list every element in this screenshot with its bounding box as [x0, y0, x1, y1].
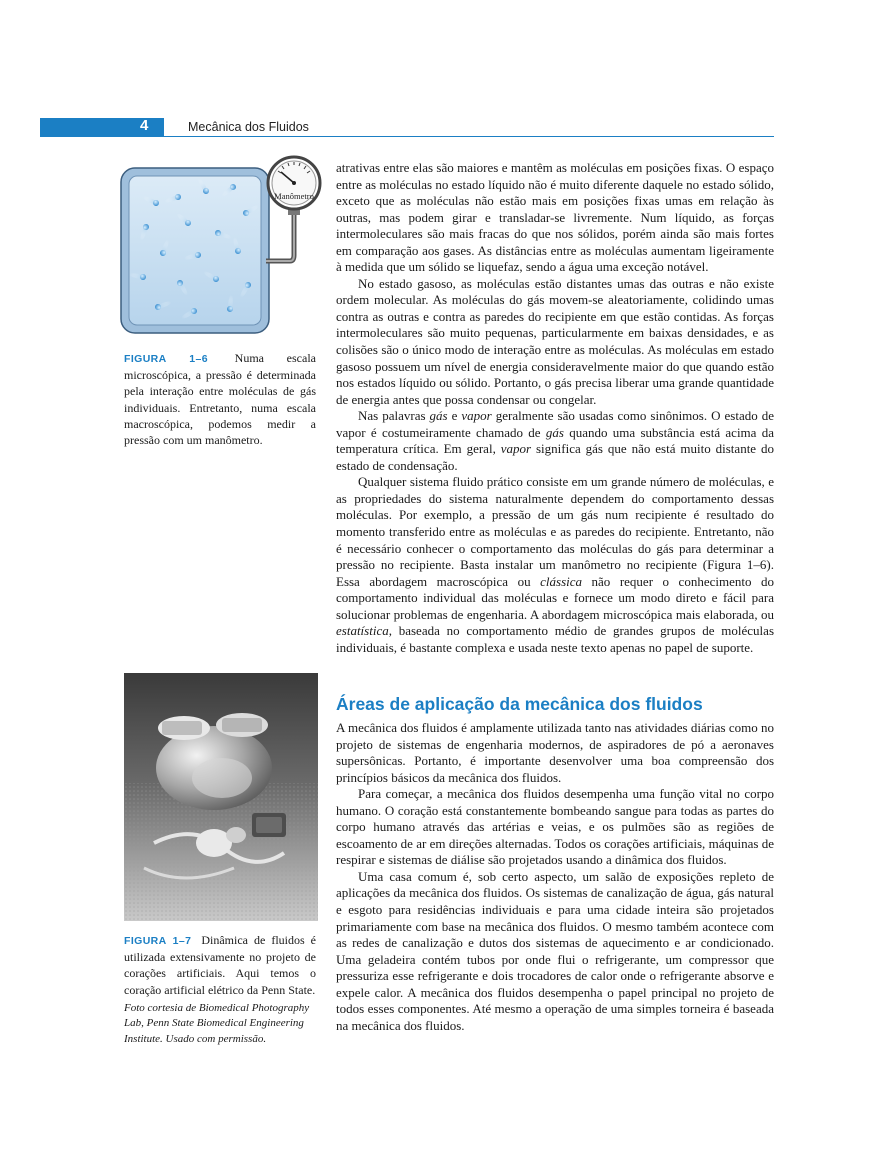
figure-1-7-caption-text: Dinâmica de fluidos é utilizada extensivamente no projeto de corações artificiais. Aqui temos o coração artificial elétrico da Penn State. [124, 933, 316, 997]
page-number: 4 [140, 117, 149, 134]
figure-1-6-caption-text: Numa escala microscópica, a pressão é determinada pela interação entre moléculas de gás individuais. Entretanto, numa escala macroscópica, podemos medir a pressão com um manômetro. [124, 351, 316, 448]
paragraph: Nas palavras gás e vapor geralmente são usadas como sinônimos. O estado de vapor é costumeiramente chamado de gás quando uma substância está acima da temperatura crítica. Em geral, vapor significa gás que não está muito distante do estado de condensação. [336, 408, 774, 473]
paragraph: A mecânica dos fluidos é amplamente utilizada tanto nas atividades diárias como no projeto de sistemas de engenharia modernos, de aspiradores de pó a aeronaves supersônicas. Portanto, é importante desenvolver uma boa compreensão dos princípios básicos da mecânica dos fluidos. [336, 720, 774, 785]
section-title: Áreas de aplicação da mecânica dos fluidos [336, 694, 703, 714]
section-body [336, 720, 774, 1034]
paragraph: No estado gasoso, as moléculas estão distantes umas das outras e não existe ordem molecular. As moléculas do gás movem-se aleatoriamente, colidindo umas contra as outras e contra as paredes do recipiente em que estão contidas. As forças intermoleculares são muito pequenas, particularmente em baixas densidades, e as colisões são o único modo de interação entre as moléculas. As moléculas em estado gasoso possuem um nível de energia consideravelmente maior do que quando estão nos estados líquido ou sólido. Portanto, o gás precisa liberar uma grande quantidade de energia antes que possa condensar ou congelar. [336, 275, 774, 407]
paragraph: atrativas entre elas são maiores e mantêm as moléculas em posições fixas. O espaço entre as moléculas no estado líquido não é muito diferente daquele no estado sólido, exceto que as moléculas não estão mais em posições fixas umas em relação às outras, mas podem girar e transladar-se livremente. Num líquido, as forças intermoleculares são mais fracas do que nos sólidos, porém ainda são mais fortes em comparação aos gases. As distâncias entre as moléculas aumentam ligeiramente à medida que um sólido se liquefaz, sendo a água uma exceção notável. [336, 160, 774, 275]
figure-1-7-caption [124, 932, 316, 1047]
paragraph: Para começar, a mecânica dos fluidos desempenha uma função vital no corpo humano. O coração está constantemente bombeando sangue para todas as partes do corpo humano através das artérias e veias, e os pulmões são as regiões de escoamento de ar em direções alternadas. Todos os corações artificiais, máquinas de respirar e sistemas de diálise são projetados usando a dinâmica dos fluidos. [336, 786, 774, 868]
header-rule [164, 136, 774, 137]
figure-1-7-photo [124, 673, 318, 921]
body-text [336, 160, 774, 656]
gauge-label: Manômetro [274, 191, 314, 201]
figure-1-6-label: FIGURA 1–6 [124, 353, 208, 365]
paragraph: Qualquer sistema fluido prático consiste em um grande número de moléculas, e as propriedades do sistema naturalmente dependem do comportamento dessas moléculas. Por exemplo, a pressão de um gás num recipiente é resultado do momento transferido entre as moléculas e as paredes do recipiente. Entretanto, não é necessário conhecer o comportamento das moléculas do gás para determinar a pressão no recipiente. Basta instalar um manômetro no recipiente (Figura 1–6). Essa abordagem macroscópica ou clássica não requer o conhecimento do comportamento individual das moléculas e fornece um modo direto e fácil para solucionar problemas de engenharia. A abordagem microscópica mais elaborada, ou estatística, baseada no comportamento médio de grandes grupos de moléculas individuais, é bastante complexa e usada neste texto apenas no papel de suporte. [336, 474, 774, 655]
gauge-pipe [266, 213, 294, 261]
running-head: Mecânica dos Fluidos [188, 120, 309, 134]
figure-1-6-illustration [118, 155, 328, 340]
figure-1-6-caption [124, 350, 316, 448]
paragraph: Uma casa comum é, sob certo aspecto, um salão de exposições repleto de aplicações da mecânica dos fluidos. Os sistemas de canalização de água, gás natural e esgoto para residências individuais e para uma cidade inteira são projetados primariamente com base na mecânica dos fluidos. O mesmo também acontece com as redes de canalização e dutos dos sistemas de aquecimento e ar condicionado. Uma geladeira contém tubos por onde flui o refrigerante, um compressor que pressuriza esse refrigerante e dois trocadores de calor onde o refrigerante absorve e expele calor. A mecânica dos fluidos desempenha o papel principal no projeto de todos esses componentes. Até mesmo a operação de uma simples torneira é baseada na mecânica dos fluidos. [336, 868, 774, 1033]
figure-1-7-label: FIGURA 1–7 [124, 935, 192, 947]
figure-1-7-credit: Foto cortesia de Biomedical Photography Lab, Penn State Biomedical Engineering Institute. Usado com permissão. [124, 1001, 310, 1045]
